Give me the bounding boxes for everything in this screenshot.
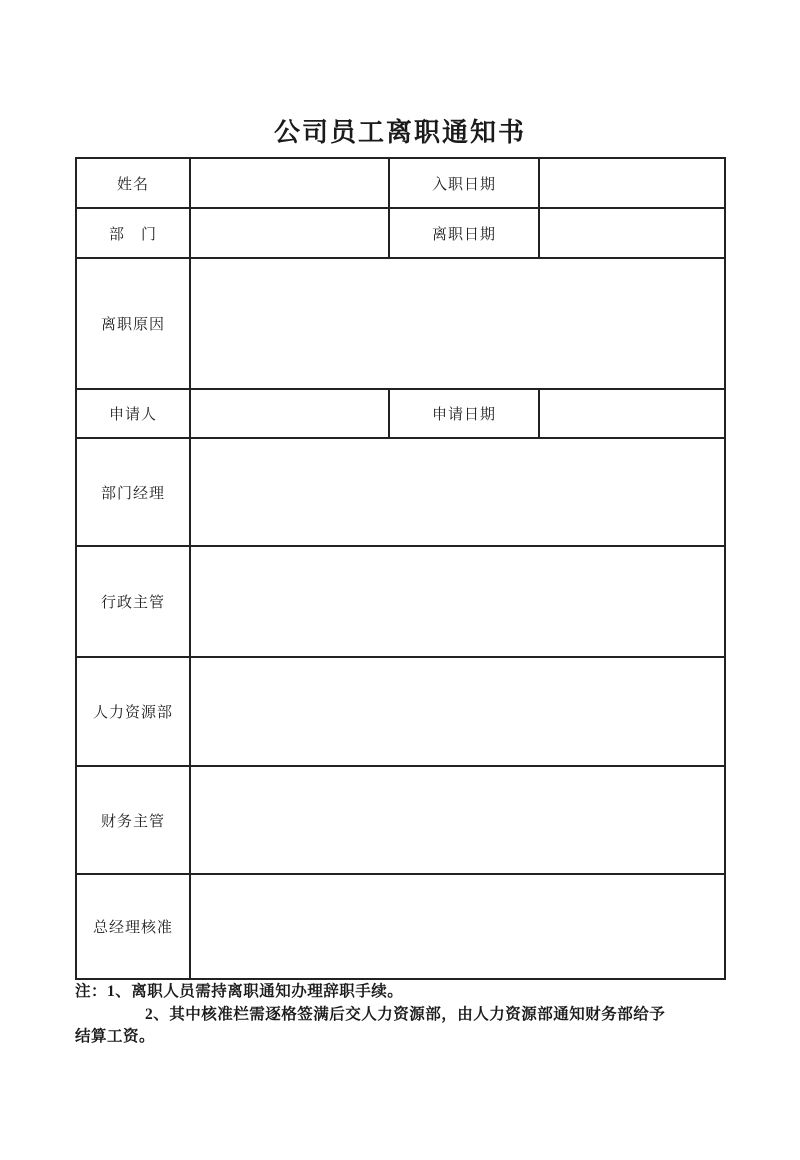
page-title: 公司员工离职通知书 <box>273 118 526 147</box>
footnote-line-3: 结算工资。 <box>75 1028 156 1045</box>
hire-date-value-cell[interactable] <box>539 158 725 208</box>
row-dept-manager <box>76 438 725 546</box>
name-value-cell[interactable] <box>190 158 389 208</box>
row-applicant-applydate <box>76 389 725 438</box>
admin-supervisor-label: 行政主管 <box>76 546 190 657</box>
resign-date-label: 离职日期 <box>389 208 539 258</box>
name-label: 姓名 <box>76 158 190 208</box>
gm-approval-label: 总经理核准 <box>76 874 190 979</box>
hr-dept-sign-cell[interactable] <box>190 657 725 766</box>
resign-date-value-cell[interactable] <box>539 208 725 258</box>
apply-date-value-cell[interactable] <box>539 389 725 438</box>
dept-manager-sign-cell[interactable] <box>190 438 725 546</box>
row-reason <box>76 258 725 389</box>
resignation-form-table <box>75 157 726 980</box>
row-department-resigndate <box>76 208 725 258</box>
row-gm-approval <box>76 874 725 979</box>
row-hr-dept <box>76 657 725 766</box>
department-value-cell[interactable] <box>190 208 389 258</box>
reason-label: 离职原因 <box>76 258 190 389</box>
admin-supervisor-sign-cell[interactable] <box>190 546 725 657</box>
footnote-line-1: 注：1、离职人员需持离职通知办理辞职手续。 <box>75 983 404 1000</box>
hire-date-label: 入职日期 <box>389 158 539 208</box>
applicant-value-cell[interactable] <box>190 389 389 438</box>
row-name-hiredate <box>76 158 725 208</box>
apply-date-label: 申请日期 <box>389 389 539 438</box>
finance-supervisor-label: 财务主管 <box>76 766 190 874</box>
hr-dept-label: 人力资源部 <box>76 657 190 766</box>
footnote-line-2: 2、其中核准栏需逐格签满后交人力资源部，由人力资源部通知财务部给予 <box>145 1005 666 1023</box>
department-label: 部 门 <box>76 208 190 258</box>
row-admin-supervisor <box>76 546 725 657</box>
dept-manager-label: 部门经理 <box>76 438 190 546</box>
gm-approval-sign-cell[interactable] <box>190 874 725 979</box>
applicant-label: 申请人 <box>76 389 190 438</box>
finance-supervisor-sign-cell[interactable] <box>190 766 725 874</box>
footnotes <box>75 981 745 1049</box>
row-finance-supervisor <box>76 766 725 874</box>
reason-value-cell[interactable] <box>190 258 725 389</box>
